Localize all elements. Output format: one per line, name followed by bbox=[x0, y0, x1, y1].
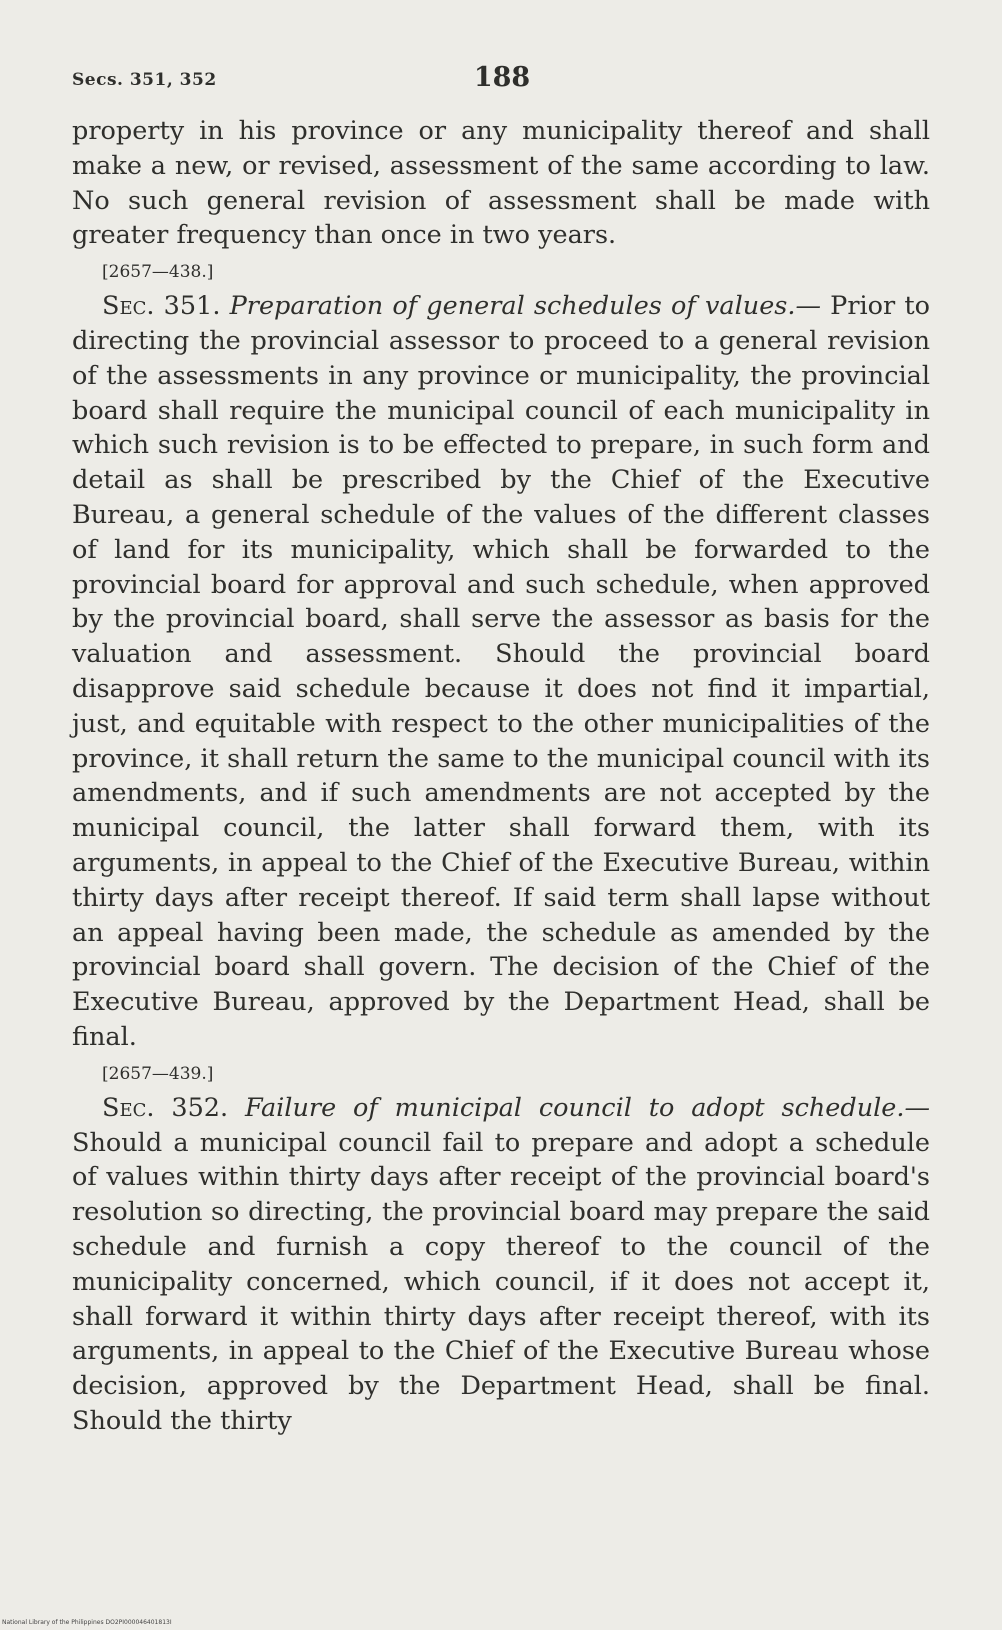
section-352-text: Should a municipal council fail to prepare and adopt a schedule of values within thirty days after receipt of the provincial board's resolution so directing, the provincial board may prepare the said schedule and furnish a copy thereof to the council of the municipality concerned, which council, if it does not accept it, shall forward it within thirty days after receipt thereof, with its arguments, in appeal to the Chief of the Executive Bureau whose decision, approved by the Department Head, shall be final. Should the thirty bbox=[72, 1127, 930, 1436]
body-text bbox=[72, 114, 930, 1439]
section-351-paragraph bbox=[72, 289, 930, 1055]
section-352-title: Failure of municipal council to adopt schedule.— bbox=[244, 1092, 930, 1123]
citation-sec-351: [2657—438.] bbox=[102, 262, 214, 283]
section-352-label: Sec. 352. bbox=[102, 1092, 229, 1123]
section-351-label: Sec. 351. bbox=[102, 291, 221, 322]
page-header bbox=[72, 62, 932, 96]
library-footer-note: National Library of the Philippines DO2PI000046401813I bbox=[2, 1619, 172, 1626]
citation-sec-352: [2657—439.] bbox=[102, 1063, 214, 1084]
section-reference: Secs. 351, 352 bbox=[72, 70, 217, 90]
section-351-text: Prior to directing the provincial assessor to proceed to a general revision of the assessments in any province or municipality, the provincial board shall require the municipal council of each municipality in which such revision is to be effected to prepare, in such form and detail as shall be prescribed by the Chief of the Executive Bureau, a general schedule of the values of the different classes of land for its municipality, which shall be forwarded to the provincial board for approval and such schedule, when approved by the provincial board, shall serve the assessor as basis for the valuation and assessment. Should the provincial board disapprove said schedule because it does not find it impartial, just, and equitable with respect to the other municipalities of the province, it shall return the same to the municipal council with its amendments, and if such amendments are not accepted by the municipal council, the latter shall forward them, with its arguments, in appeal to the Chief of the Executive Bureau, within thirty days after receipt thereof. If said term shall lapse without an appeal having been made, the schedule as amended by the provincial board shall govern. The decision of the Chief of the Executive Bureau, approved by the Department Head, shall be final. bbox=[72, 291, 930, 1052]
opening-paragraph: property in his province or any municipality thereof and shall make a new, or revised, assessment of the same according to law. No such general revision of assessment shall be made with greater frequency than once in two years. bbox=[72, 116, 930, 251]
page-number: 188 bbox=[473, 62, 531, 93]
section-352-paragraph bbox=[72, 1091, 930, 1439]
section-351-title: Preparation of general schedules of values.— bbox=[229, 291, 821, 322]
